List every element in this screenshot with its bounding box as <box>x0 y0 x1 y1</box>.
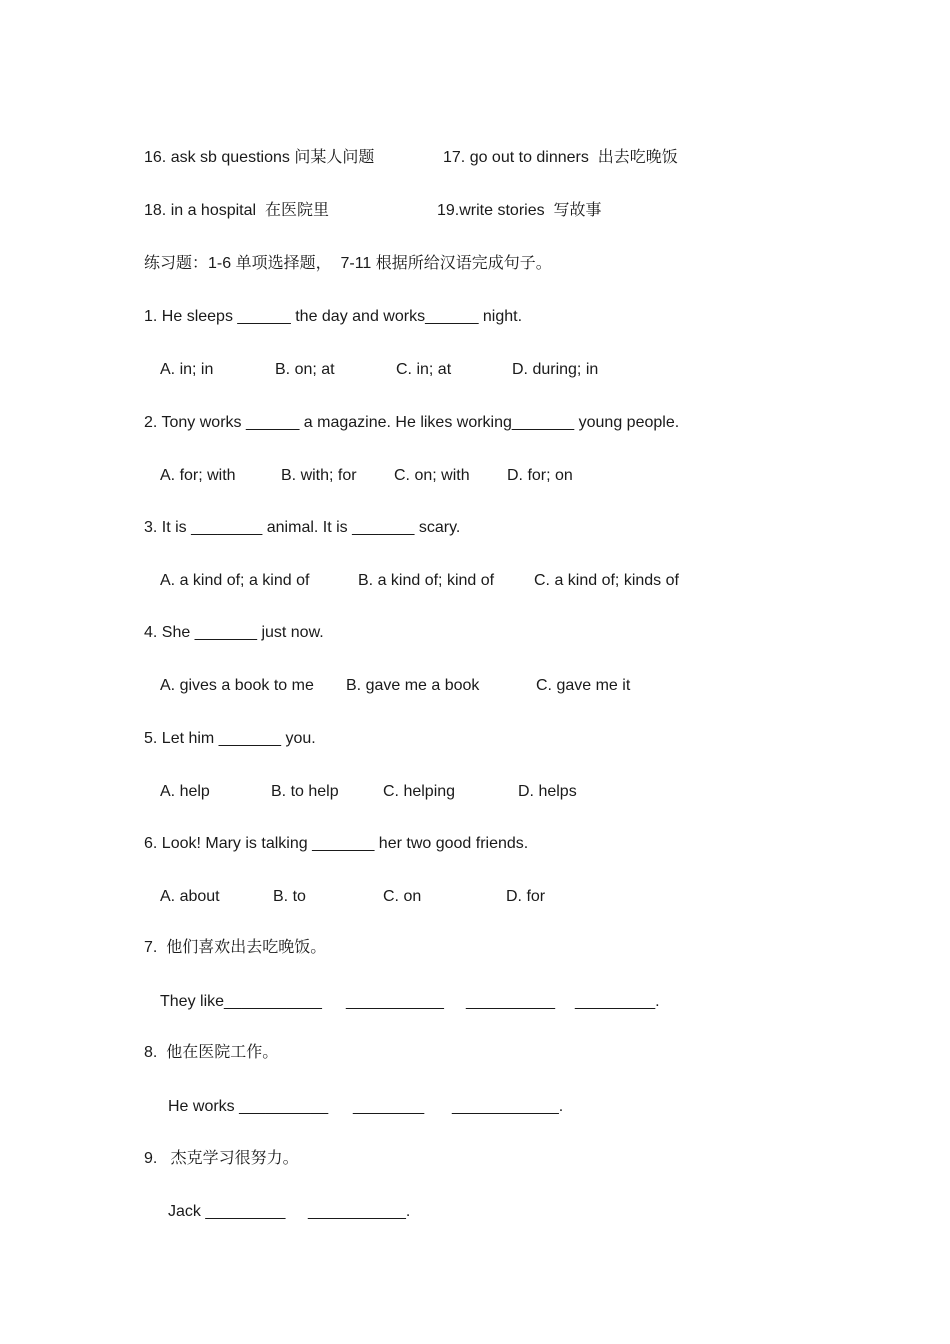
option-d: D. during; in <box>512 361 599 378</box>
answer-blank: ________ <box>353 1098 425 1115</box>
translation-prompt: 9. 杰克学习很努力。 <box>144 1150 299 1167</box>
question-stem: 3. It is ________ animal. It is _______ scary. <box>144 519 461 536</box>
option-b: B. a kind of; kind of <box>358 572 495 589</box>
answer-blank: They like___________ <box>160 993 322 1010</box>
option-d: D. helps <box>518 783 577 800</box>
vocab-item-19: 19.write stories 写故事 <box>437 202 602 219</box>
option-a: A. gives a book to me <box>160 677 314 694</box>
answer-blank: He works __________ <box>168 1098 329 1115</box>
option-c: C. helping <box>383 783 456 800</box>
translation-prompt: 7. 他们喜欢出去吃晚饭。 <box>144 939 327 956</box>
option-b: B. to <box>273 888 306 905</box>
option-c: C. gave me it <box>536 677 631 694</box>
answer-blank: Jack _________ <box>168 1203 286 1220</box>
option-c: C. in; at <box>396 361 452 378</box>
option-a: A. help <box>160 783 210 800</box>
question-stem: 6. Look! Mary is talking _______ her two good friends. <box>144 835 529 852</box>
question-stem: 4. She _______ just now. <box>144 624 324 641</box>
answer-blank: _________. <box>575 993 660 1010</box>
option-b: B. on; at <box>275 361 335 378</box>
question-stem: 5. Let him _______ you. <box>144 730 316 747</box>
translation-prompt: 8. 他在医院工作。 <box>144 1044 279 1061</box>
answer-blank: __________ <box>466 993 555 1010</box>
option-b: B. to help <box>271 783 339 800</box>
answer-blank: ____________. <box>452 1098 564 1115</box>
question-stem: 2. Tony works ______ a magazine. He likes working_______ young people. <box>144 414 680 431</box>
option-a: A. a kind of; a kind of <box>160 572 310 589</box>
option-b: B. gave me a book <box>346 677 480 694</box>
option-c: C. on <box>383 888 422 905</box>
option-a: A. in; in <box>160 361 214 378</box>
question-stem: 1. He sleeps ______ the day and works______ night. <box>144 308 523 325</box>
option-c: C. on; with <box>394 467 470 484</box>
answer-blank: ___________ <box>346 993 444 1010</box>
option-d: D. for <box>506 888 546 905</box>
vocab-item-17: 17. go out to dinners 出去吃晚饭 <box>443 149 678 166</box>
vocab-item-16: 16. ask sb questions 问某人问题 <box>144 149 375 166</box>
option-a: A. for; with <box>160 467 236 484</box>
option-d: D. for; on <box>507 467 573 484</box>
vocab-item-18: 18. in a hospital 在医院里 <box>144 202 329 219</box>
exercise-instructions: 练习题：1-6 单项选择题， 7-11 根据所给汉语完成句子。 <box>144 255 552 272</box>
option-b: B. with; for <box>281 467 357 484</box>
answer-blank: ___________. <box>308 1203 411 1220</box>
option-a: A. about <box>160 888 220 905</box>
option-c: C. a kind of; kinds of <box>534 572 679 589</box>
